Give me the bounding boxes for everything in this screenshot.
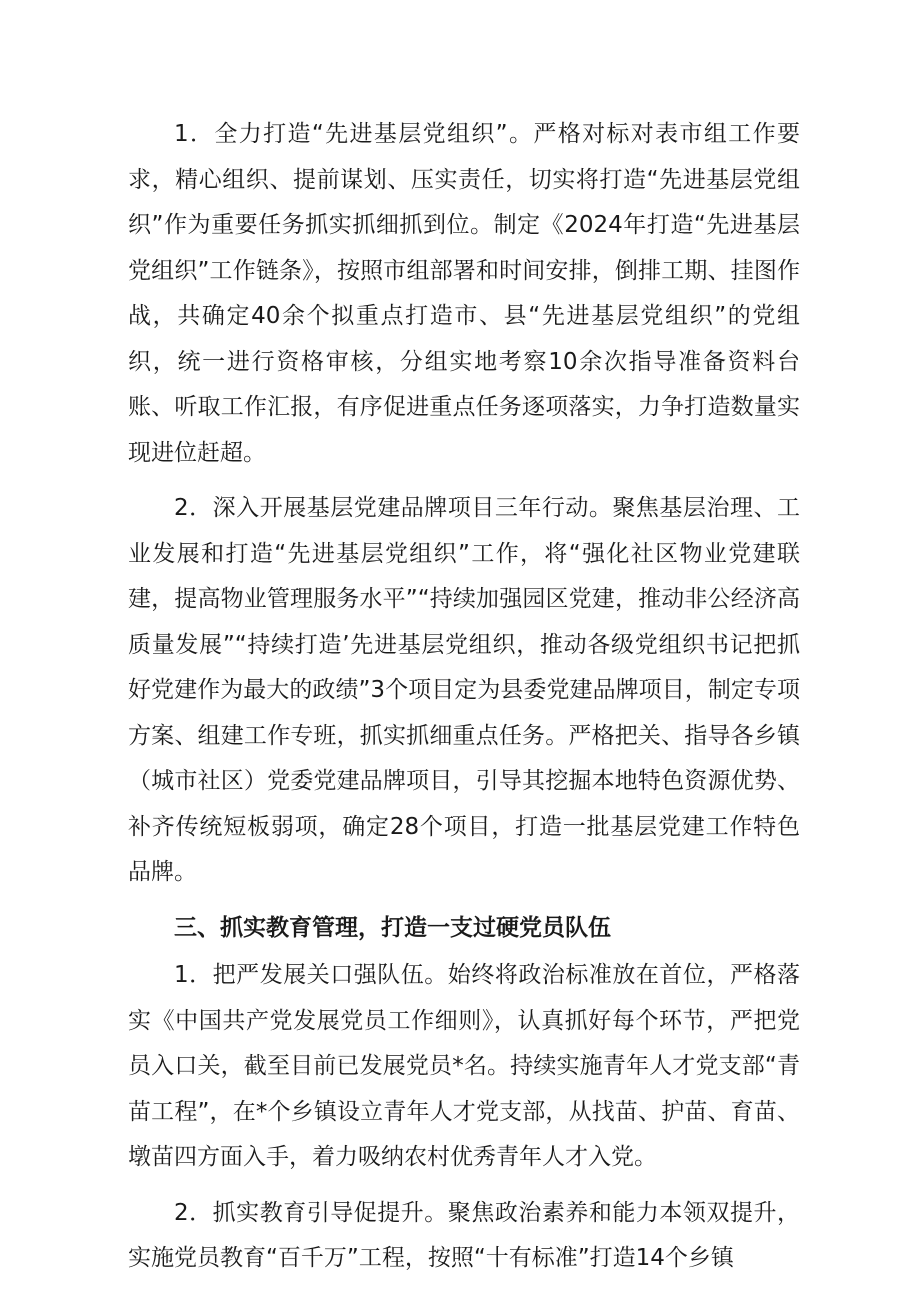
paragraph-party-brand-project: 2．深入开展基层党建品牌项目三年行动。聚焦基层治理、工业发展和打造“先进基层党组织”工作，将“强化社区物业党建联建，提高物业管理服务水平”“持续加强园区党建，推动非公经济高质量发展”“持续打造’先进基层党组织，推动各级党组织书记把抓好党建作为最大的政绩”3个项目定为县委党建品牌项目，制定专项方案、组建工作专班，抓实抓细重点任务。严格把关、指导各乡镇（城市社区）党委党建品牌项目，引导其挖掘本地特色资源优势、补齐传统短板弱项，确定28个项目，打造一批基层党建工作特色品牌。 xyxy=(128,495,800,885)
paragraph-member-development: 1．把严发展关口强队伍。始终将政治标准放在首位，严格落实《中国共产党发展党员工作细则》，认真抓好每个环节，严把党员入口关，截至目前已发展党员*名。持续实施青年人才党支部“青苗工程”，在*个乡镇设立青年人才党支部，从找苗、护苗、育苗、墩苗四方面入手，着力吸纳农村优秀青年人才入党。 xyxy=(128,962,800,1170)
paragraph-education-guidance: 2．抓实教育引导促提升。聚焦政治素养和能力本领双提升，实施党员教育“百千万”工程，按照“十有标准”打造14个乡镇 xyxy=(128,1199,800,1271)
section-heading-education-management: 三、抓实教育管理，打造一支过硬党员队伍 xyxy=(174,914,611,941)
paragraph-advanced-party-org: 1．全力打造“先进基层党组织”。严格对标对表市组工作要求，精心组织、提前谋划、压实责任，切实将打造“先进基层党组织”作为重要任务抓实抓细抓到位。制定《2024年打造“先进基层党组织”工作链条》，按照市组部署和时间安排，倒排工期、挂图作战，共确定40余个拟重点打造市、县“先进基层党组织”的党组织，统一进行资格审核，分组实地考察10余次指导准备资料台账、听取工作汇报，有序促进重点任务逐项落实，力争打造数量实现进位赶超。 xyxy=(128,121,800,466)
document-body xyxy=(128,112,800,1292)
